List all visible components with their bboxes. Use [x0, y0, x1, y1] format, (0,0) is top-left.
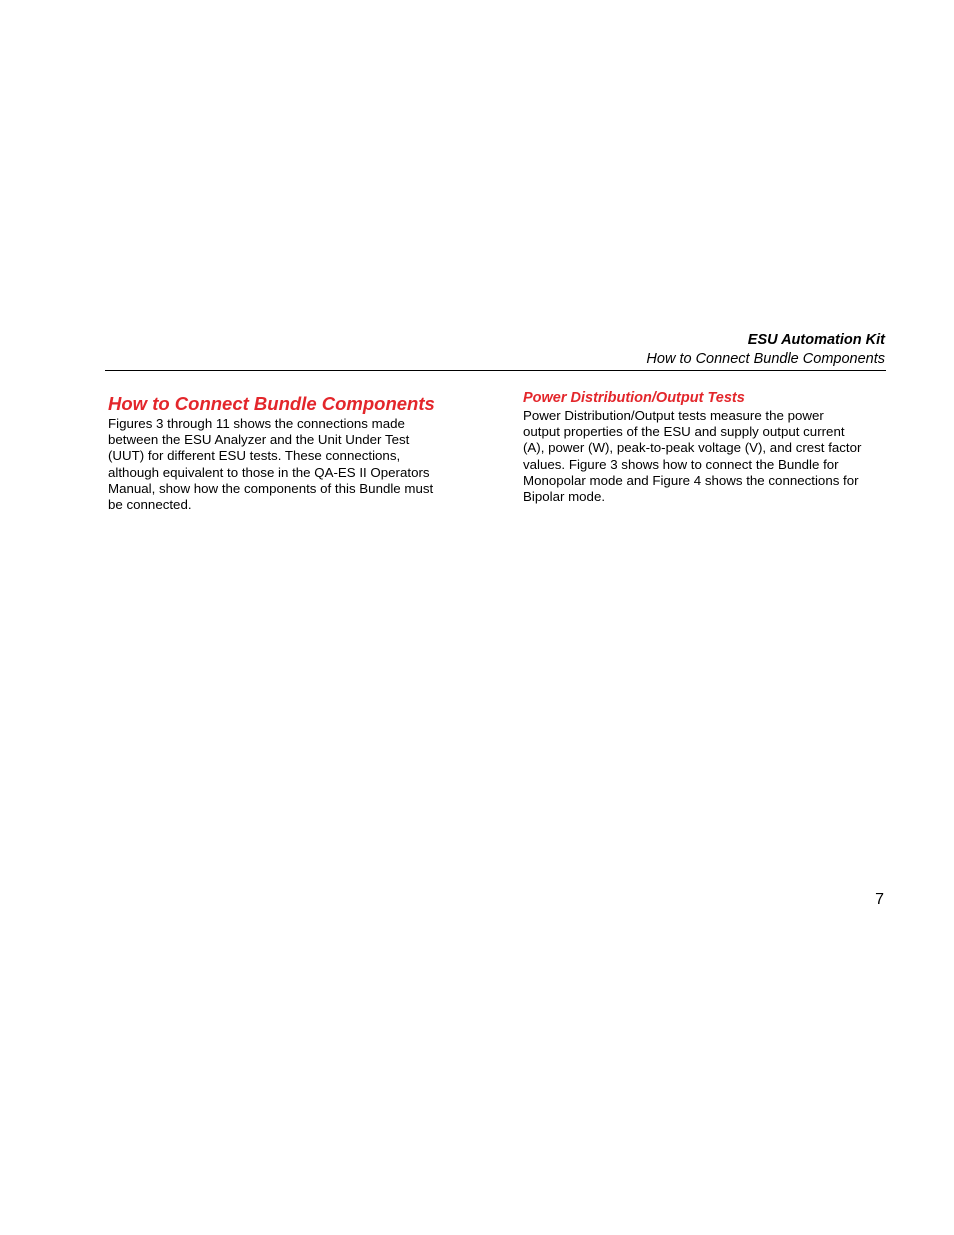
running-header-title: ESU Automation Kit	[747, 332, 885, 348]
subsection-heading: Power Distribution/Output Tests	[523, 390, 745, 406]
paragraph-line: (UUT) for different ESU tests. These connections,	[108, 448, 401, 464]
paragraph-line: Manual, show how the components of this Bundle must	[108, 480, 434, 496]
paragraph-line: although equivalent to those in the QA-ES II Operators	[108, 464, 430, 480]
running-header-subtitle: How to Connect Bundle Components	[646, 351, 885, 367]
paragraph-line: Figures 3 through 11 shows the connections made	[108, 416, 405, 431]
paragraph-line: output properties of the ESU and supply output current	[523, 424, 845, 440]
left-column	[108, 392, 460, 513]
subsection-paragraph	[523, 408, 893, 505]
paragraph-line: Bipolar mode.	[523, 489, 606, 505]
paragraph-line: be connected.	[108, 497, 192, 513]
header-rule	[105, 370, 886, 371]
page-number: 7	[875, 891, 884, 908]
paragraph-line: (A), power (W), peak-to-peak voltage (V), and crest factor	[523, 440, 862, 456]
right-column	[523, 389, 893, 505]
section-heading: How to Connect Bundle Components	[108, 393, 435, 414]
paragraph-line: Power Distribution/Output tests measure the power	[523, 408, 824, 423]
section-paragraph	[108, 416, 460, 513]
paragraph-line: values. Figure 3 shows how to connect the Bundle for	[523, 456, 839, 472]
paragraph-line: between the ESU Analyzer and the Unit Under Test	[108, 432, 410, 448]
paragraph-line: Monopolar mode and Figure 4 shows the connections for	[523, 472, 859, 488]
